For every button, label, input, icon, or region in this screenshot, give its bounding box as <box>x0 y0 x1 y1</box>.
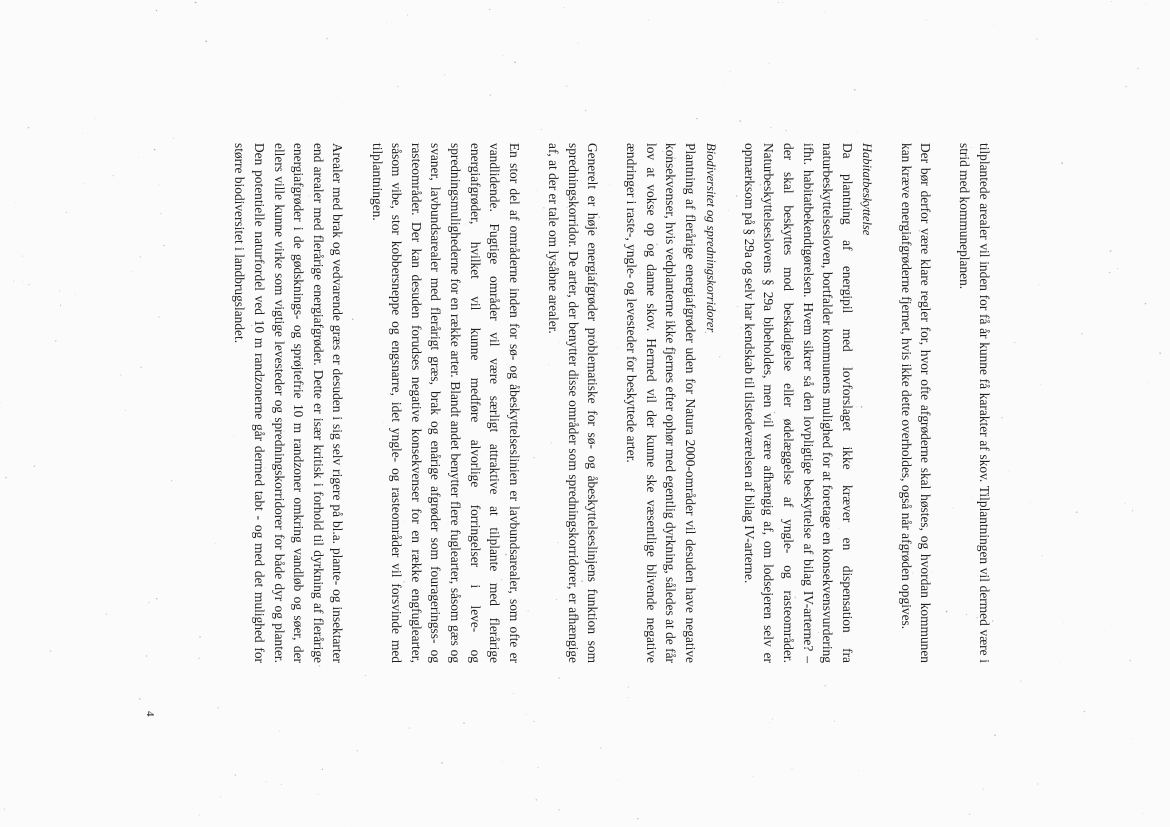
speckle <box>792 768 793 769</box>
speckle <box>50 650 52 652</box>
speckle <box>1117 268 1118 269</box>
paragraph: Der bør derfor være klare regler for, hvor ofte afgrøderne skal høstes, og hvordan kommunen kan kræve energiafgrøderne fjernet, hvis ikke dette overholdes, også når afgrøden opgives. <box>898 143 934 663</box>
speckle <box>1145 303 1146 304</box>
speckle <box>205 41 207 43</box>
paragraph: Da plantning af energipil med lovforslaget ikke kræver en dispensation fra naturbeskyttelsesloven, bortfalder kommunens mulighed for at foretage en konsekvensvurdering ifht. habitatbekendtgørelsen. Hvem sikrer så den lovpligtige beskyttelse af bilag IV-arterne? – der skal beskyttes mod beskadigelse eller ødelæggelse af yngle- og rasteområder. Naturbeskyttelseslovens § 29a bibeholdes, men vil være afhængig af, om lodsejeren selv er opmærksom på § 29a og selv har kendskab til tilstedeværelsen af bilag IV-arterne. <box>741 143 855 663</box>
speckle <box>59 290 60 291</box>
speckle <box>648 19 649 20</box>
speckle <box>536 799 538 801</box>
speckle <box>22 256 23 257</box>
speckle <box>983 788 984 789</box>
speckle <box>55 340 56 341</box>
speckle <box>15 203 16 204</box>
speckle <box>1140 147 1141 148</box>
speckle <box>564 7 565 8</box>
speckle <box>1129 660 1131 662</box>
speckle <box>489 9 490 10</box>
speckle <box>60 305 61 306</box>
speckle <box>13 281 14 282</box>
speckle <box>1111 1 1112 2</box>
speckle <box>1145 4 1146 5</box>
speckle <box>156 10 158 12</box>
speckle <box>28 284 29 285</box>
speckle <box>265 781 266 782</box>
speckle <box>1037 783 1038 784</box>
speckle <box>824 12 825 13</box>
speckle <box>537 767 538 768</box>
speckle <box>503 55 504 56</box>
text-column <box>210 143 994 663</box>
speckle <box>195 2 197 4</box>
speckle <box>765 6 766 7</box>
speckle <box>199 815 200 816</box>
speckle <box>386 22 387 23</box>
speckle <box>1110 250 1112 252</box>
speckle <box>220 796 221 797</box>
speckle <box>858 770 859 771</box>
paragraph: Arealer med brak og vedvarende græs er desuden i sig selv rigere på bl.a. plante- og insektarter end arealer med flerårige energiafgrøder. Dette er især kritisk i forhold til dyrkning af flerårige energiafgrøder i de gødsknings- og sprøjtefrie 10 m randzoner omkring vandløb og søer, der ellers ville kunne virke som vigtige levesteder og spredningskorridorer for både dyr og planter. Den potentielle naturfordel ved 10 m randzonerne går dermed tabt - og med det mulighed for større biodiversitet i landbrugslandet. <box>232 143 346 663</box>
speckle <box>1126 86 1127 87</box>
paragraph: Plantning af flerårige energiafgrøder uden for Natura 2000-områder vil desuden have negative konsekvenser, hvis vedplanterne ikke fjernes efter ophør med egentlig dyrkning, således at de får lov at vokse op og danne skov. Hermed vil der kunne ske væsentlige blivende negative ændringer i raste-, yngle- og levesteder for beskyttede arter. <box>624 143 699 663</box>
speckle <box>1132 738 1133 739</box>
speckle <box>1036 38 1037 39</box>
rotated-document-page <box>70 63 1100 763</box>
speckle <box>1148 382 1149 383</box>
speckle <box>235 774 236 775</box>
speckle <box>407 15 408 16</box>
speckle <box>969 813 971 815</box>
speckle <box>618 780 619 781</box>
speckle <box>1137 236 1138 237</box>
speckle <box>752 776 753 777</box>
speckle <box>1132 510 1133 511</box>
speckle <box>23 281 24 282</box>
speckle <box>1137 68 1139 70</box>
speckle <box>326 38 328 40</box>
speckle <box>778 2 779 3</box>
speckle <box>66 212 67 213</box>
speckle <box>782 2 783 3</box>
speckle <box>637 818 638 819</box>
speckle <box>318 794 319 795</box>
speckle <box>1111 625 1112 626</box>
paragraph: tilplantede arealer vil inden for få år kunne få karakter af skov. Tilplantningen vil dermed være i strid med kommuneplanen. <box>957 143 992 663</box>
speckle <box>1109 272 1110 273</box>
section-heading-habitat: Habitatbeskyttelse <box>860 143 875 236</box>
speckle <box>0 402 1 403</box>
speckle <box>322 769 323 770</box>
speckle <box>344 825 345 826</box>
speckle <box>1122 425 1123 426</box>
speckle <box>1143 813 1144 814</box>
speckle <box>312 791 313 792</box>
speckle <box>558 809 560 811</box>
speckle <box>1125 503 1126 504</box>
speckle <box>281 784 282 785</box>
speckle <box>34 465 35 466</box>
speckle <box>994 25 995 26</box>
paragraph: Generelt er høje energiafgrøder problematiske for sø- og åbeskyttelseslinjens funktion som spredningskorridor. De arter, der benytter disse områder som spredningskorridorer, er afhængige af, at der er tale om lysåbne arealer. <box>545 143 601 663</box>
speckle <box>578 43 579 44</box>
speckle <box>4 809 5 810</box>
speckle <box>1159 352 1161 354</box>
page-number: 4 <box>144 711 156 717</box>
paragraph: En stor del af områderne inden for sø- og åbeskyttelseslinien er lavbundsarealer, som ofte er vandlidende. Fugtige områder vil være særligt attraktive at tilplante med flerårige energiafgrøder, hvilket vil kunne medføre alvorlige forringelser i leve- og spredningsmulighederne for en række arter. Blandt andet benytter flere fuglearter, såsom gæs og svaner, lavbundsarealer med flerårigt græs, brak og enårige afgrøder som fourageringss- og rasteområder. Der kan desuden forudses negative konsekvenser for en række engfuglearter, såsom vibe, stor kobbersneppe og engsnarre, idet yngle- og rasteområder vil forsvinde med tilplantningen. <box>369 143 522 663</box>
speckle <box>28 127 29 128</box>
section-heading-biodiversity: Biodiversitet og spredningskorridorer <box>703 143 718 333</box>
speckle <box>926 20 927 21</box>
speckle <box>5 477 7 479</box>
speckle <box>197 31 198 32</box>
